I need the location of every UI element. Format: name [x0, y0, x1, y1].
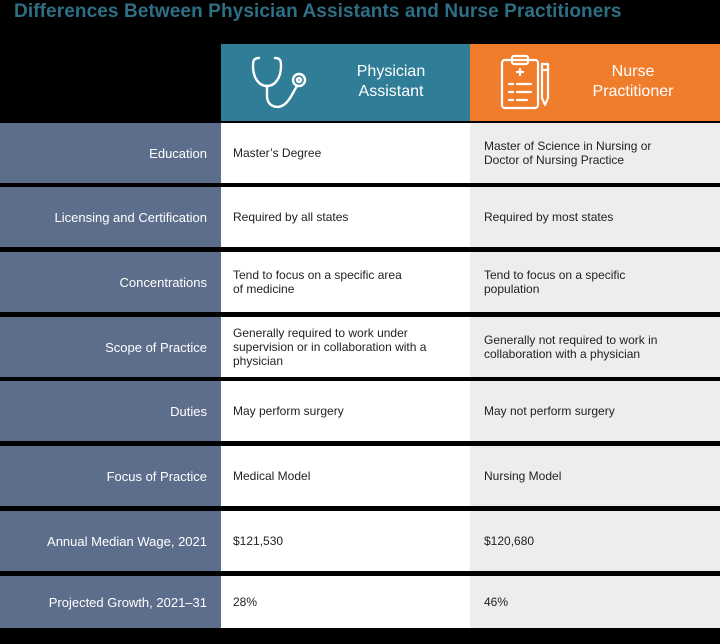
table-row	[0, 381, 720, 441]
cell-physician-assistant: Generally required to work under supervision or in collaboration with a physician	[221, 317, 470, 377]
row-label: Concentrations	[0, 252, 221, 312]
cell-nurse-practitioner: Tend to focus on a specific population	[470, 252, 720, 312]
cell-physician-assistant: 28%	[221, 576, 470, 628]
row-label: Projected Growth, 2021–31	[0, 576, 221, 628]
cell-nurse-practitioner: Nursing Model	[470, 446, 720, 506]
cell-nurse-practitioner: Generally not required to work in collaboration with a physician	[470, 317, 720, 377]
cell-physician-assistant: Required by all states	[221, 187, 470, 247]
cell-nurse-practitioner: Required by most states	[470, 187, 720, 247]
column-header-label: Nurse Practitioner	[592, 63, 674, 100]
row-label: Education	[0, 123, 221, 183]
row-label: Scope of Practice	[0, 317, 221, 377]
table-row	[0, 187, 720, 247]
table-row	[0, 446, 720, 506]
clipboard-icon	[496, 52, 560, 116]
stethoscope-icon	[247, 52, 311, 114]
table-row	[0, 511, 720, 571]
table-row	[0, 123, 720, 183]
cell-physician-assistant: $121,530	[221, 511, 470, 571]
column-header-nurse-practitioner	[470, 44, 720, 121]
row-label: Annual Median Wage, 2021	[0, 511, 221, 571]
column-header-physician-assistant	[221, 44, 470, 121]
cell-nurse-practitioner: 46%	[470, 576, 720, 628]
table-row	[0, 252, 720, 312]
cell-physician-assistant: Tend to focus on a specific area of medicine	[221, 252, 470, 312]
cell-nurse-practitioner: Master of Science in Nursing or Doctor of Nursing Practice	[470, 123, 720, 183]
row-label: Focus of Practice	[0, 446, 221, 506]
page-title: Differences Between Physician Assistants and Nurse Practitioners	[14, 1, 622, 22]
row-label: Licensing and Certification	[0, 187, 221, 247]
cell-physician-assistant: Master’s Degree	[221, 123, 470, 183]
row-label: Duties	[0, 381, 221, 441]
cell-nurse-practitioner: May not perform surgery	[470, 381, 720, 441]
cell-nurse-practitioner: $120,680	[470, 511, 720, 571]
cell-physician-assistant: Medical Model	[221, 446, 470, 506]
table-row	[0, 576, 720, 628]
table-row	[0, 317, 720, 377]
column-header-label: Physician Assistant	[356, 63, 426, 100]
cell-physician-assistant: May perform surgery	[221, 381, 470, 441]
